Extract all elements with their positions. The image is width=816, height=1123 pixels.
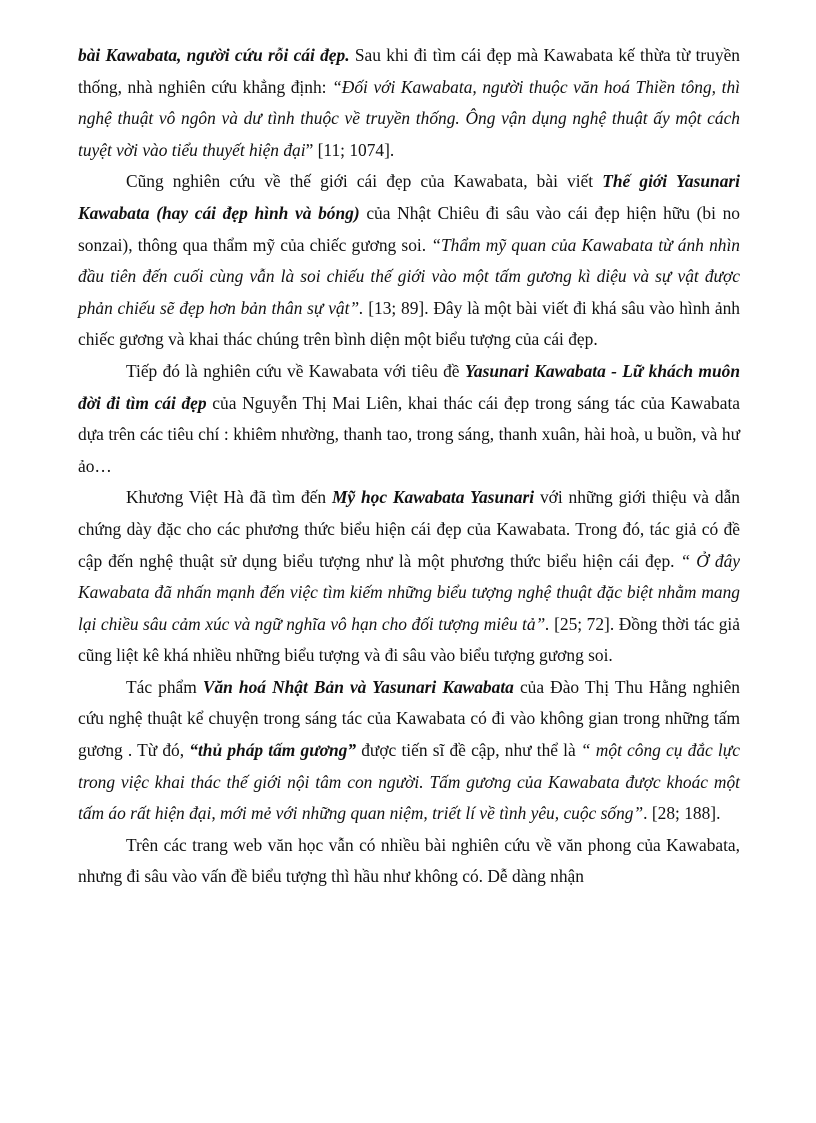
citation-run: . [28; 188].: [643, 803, 721, 824]
text-run: được tiến sĩ đề cập, như thể là: [356, 740, 581, 761]
title-run: Thế giới Yasunari Kawabata (hay cái đẹp hình và bóng): [78, 171, 740, 223]
text-run: Tiếp đó là nghiên cứu về Kawabata với tiêu đề: [126, 360, 465, 381]
title-run: Yasunari Kawabata - Lữ khách muôn đời đi tìm cái đẹp: [78, 360, 740, 413]
paragraph-2: [78, 166, 740, 356]
title-run: Văn hoá Nhật Bản và Yasunari Kawabata: [202, 676, 514, 697]
document-page: [78, 40, 740, 893]
text-run: [13; 89]. Đây là một bài viết đi khá sâu vào hình ảnh chiếc gương và khai thác chúng trên bình diện một biểu tượng của cái đẹp.: [78, 297, 740, 350]
text-run: của Nguyễn Thị Mai Liên, khai thác cái đẹp trong sáng tác của Kawabata dựa trên các tiêu chí : khiêm nhường, thanh tao, trong sáng, thanh xuân, hài hoà, u buồn, và hư ảo…: [78, 392, 740, 476]
quote-run: “Đối với Kawabata, người thuộc văn hoá Thiền tông, thì nghệ thuật vô ngôn và dư tình thuộc về truyền thống. Ông vận dụng nghệ thuật ấy một cách tuyệt vời vào tiểu thuyết hiện đại: [78, 76, 740, 160]
term-run: “thủ pháp tấm gương”: [189, 740, 357, 761]
paragraph-3: [78, 356, 740, 482]
text-run: Trên các trang web văn học vẫn có nhiều bài nghiên cứu về văn phong của Kawabata, nhưng đi sâu vào vấn đề biểu tượng thì hầu như không có. Dễ dàng nhận: [78, 834, 740, 887]
quote-run: “ một công cụ đắc lực trong việc khai thác thế giới nội tâm con người. Tấm gương của Kawabata được khoác một tấm áo rất hiện đại, mới mẻ với những quan niệm, triết lí về tình yêu, cuộc sống”: [78, 740, 740, 824]
paragraph-1: [78, 40, 740, 166]
text-run: của Nhật Chiêu đi sâu vào cái đẹp hiện hữu (bi no sonzai), thông qua thẩm mỹ của chiếc gương soi.: [78, 202, 740, 255]
text-run: Sau khi đi tìm cái đẹp mà Kawabata kế thừa từ truyền thống, nhà nghiên cứu khẳng định:: [78, 45, 740, 97]
text-run: Khương Việt Hà đã tìm đến: [126, 487, 332, 508]
text-run: [25; 72]. Đồng thời tác giả cũng liệt kê khá nhiều những biểu tượng và đi sâu vào biểu tượng gương soi.: [78, 613, 740, 666]
paragraph-6: [78, 830, 740, 893]
text-run: Tác phẩm: [126, 676, 203, 697]
paragraph-5: [78, 672, 740, 830]
quote-run: “ Ở đây Kawabata đã nhấn mạnh đến việc tìm kiếm những biểu tượng nghệ thuật đặc biệt nhằm mang lại chiều sâu cảm xúc và ngữ nghĩa vô hạn cho đối tượng miêu tả”.: [78, 550, 740, 634]
text-run: bài Kawabata, người cứu rỗi cái đẹp.: [78, 45, 350, 65]
paragraph-4: [78, 482, 740, 672]
text-run: của Đào Thị Thu Hằng nghiên cứu nghệ thuật kể chuyện trong sáng tác của Kawabata có đi vào không gian trong những tấm gương . Từ đó,: [78, 676, 740, 761]
text-run: với những giới thiệu và dẫn chứng dày đặc cho các phương thức biểu hiện cái đẹp của Kawabata. Trong đó, tác giả có đề cập đến nghệ thuật sử dụng biểu tượng như là một phương thức biểu hiện cái đẹp.: [78, 487, 740, 571]
title-run: Mỹ học Kawabata Yasunari: [331, 487, 535, 508]
text-run: Cũng nghiên cứu về thế giới cái đẹp của Kawabata, bài viết: [126, 171, 603, 192]
citation-run: ” [11; 1074].: [305, 139, 395, 160]
quote-run: “Thẩm mỹ quan của Kawabata từ ánh nhìn đầu tiên đến cuối cùng vẫn là soi chiếu thế giới vào một tấm gương kì diệu và sự vật được phản chiếu sẽ đẹp hơn bản thân sự vật”.: [78, 234, 740, 318]
